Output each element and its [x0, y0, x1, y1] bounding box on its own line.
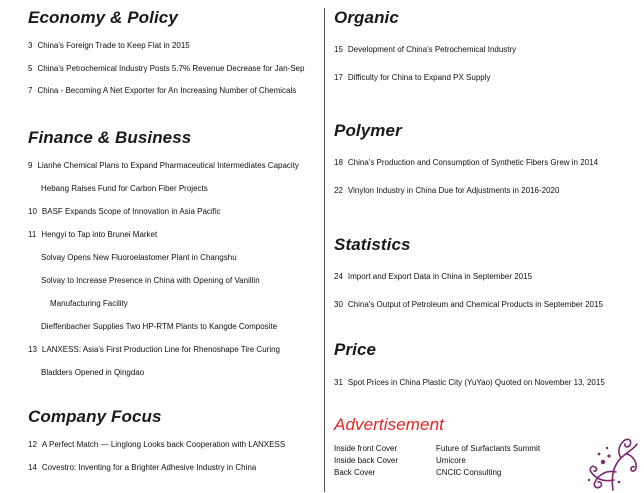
page-number: 18 [334, 158, 343, 167]
ad-position: Back Cover [334, 468, 376, 477]
toc-entry[interactable] [28, 230, 157, 240]
entry-title: Development of China's Petrochemical Industry [347, 45, 517, 54]
toc-entry[interactable] [334, 186, 559, 196]
entry-title: Hebang Raises Fund for Carbon Fiber Projects [41, 184, 208, 193]
entry-title: Lianhe Chemical Plans to Expand Pharmaceutical Intermediates Capacity [37, 161, 299, 170]
toc-entry[interactable] [28, 345, 280, 355]
page-number: 17 [334, 73, 343, 82]
ad-advertiser: CNCIC Consulting [436, 468, 502, 477]
toc-entry-continuation[interactable] [41, 368, 144, 378]
toc-entry[interactable] [334, 300, 603, 310]
section-title-company: Company Focus [28, 407, 162, 426]
entry-title: Covestro: Inventing for a Brighter Adhesive Industry in China [41, 463, 257, 472]
entry-title: Bladders Opened in Qingdao [41, 368, 145, 377]
section-title-finance: Finance & Business [28, 128, 192, 147]
page-number: 22 [334, 186, 343, 195]
entry-title: Manufacturing Facility [50, 299, 128, 308]
entry-title: Solvay to Increase Presence in China with Opening of Vanillin [41, 276, 260, 285]
entry-title: China - Becoming A Net Exporter for An Increasing Number of Chemicals [37, 86, 297, 95]
entry-title: LANXESS: Asia's First Production Line for Rhenoshape Tire Curing [41, 345, 280, 354]
toc-entry[interactable] [41, 322, 277, 332]
page-number: 13 [28, 345, 37, 354]
ad-position: Inside back Cover [334, 456, 399, 465]
entry-title: Difficulty for China to Expand PX Supply [347, 73, 491, 82]
section-title-polymer: Polymer [334, 121, 402, 140]
page-number: 14 [28, 463, 37, 472]
column-divider [324, 8, 325, 492]
entry-title: China's Petrochemical Industry Posts 5.7% Revenue Decrease for Jan-Sep [37, 64, 305, 73]
page-number: 24 [334, 272, 343, 281]
section-title-economy: Economy & Policy [28, 8, 178, 27]
ad-advertiser: Future of Surfactants Summit [436, 444, 541, 453]
entry-title: Import and Export Data in China in September 2015 [347, 272, 533, 281]
ad-position: Inside front Cover [334, 444, 398, 453]
toc-entry[interactable] [28, 440, 285, 450]
entry-title: Solvay Opens New Fluoroelastomer Plant in Changshu [41, 253, 237, 262]
entry-title: China's Output of Petroleum and Chemical Products in September 2015 [347, 300, 603, 309]
entry-title: Hengyi to Tap into Brunei Market [41, 230, 158, 239]
section-title-price: Price [334, 340, 377, 359]
entry-title: China's Production and Consumption of Synthetic Fibers Grew in 2014 [347, 158, 599, 167]
entry-title: A Perfect Match — Linglong Looks back Cooperation with LANXESS [41, 440, 286, 449]
page-number: 31 [334, 378, 343, 387]
toc-entry[interactable] [334, 378, 605, 388]
toc-entry[interactable] [28, 161, 299, 171]
page-number: 10 [28, 207, 37, 216]
section-title-advertisement: Advertisement [334, 415, 444, 434]
floral-flourish-icon [583, 432, 639, 492]
toc-entry[interactable] [28, 86, 296, 96]
toc-entry[interactable] [28, 207, 221, 217]
page-number: 12 [28, 440, 37, 449]
toc-entry[interactable] [334, 158, 598, 168]
toc-entry[interactable] [334, 45, 516, 55]
toc-entry[interactable] [41, 253, 237, 263]
toc-entry-continuation[interactable] [50, 299, 128, 309]
section-title-organic: Organic [334, 8, 399, 27]
page-number: 3 [28, 41, 33, 50]
toc-entry[interactable] [28, 41, 190, 51]
page-number: 15 [334, 45, 343, 54]
toc-entry[interactable] [41, 184, 208, 194]
page-number: 11 [28, 230, 37, 239]
ad-advertiser: Umicore [436, 456, 466, 465]
page-number: 30 [334, 300, 343, 309]
page-number: 5 [28, 64, 33, 73]
section-title-statistics: Statistics [334, 235, 411, 254]
entry-title: China's Foreign Trade to Keep Flat in 2015 [37, 41, 190, 50]
entry-title: Dieffenbacher Supplies Two HP-RTM Plants to Kangde Composite [41, 322, 278, 331]
page-number: 7 [28, 86, 33, 95]
toc-entry[interactable] [334, 272, 532, 282]
toc-entry[interactable] [28, 463, 256, 473]
entry-title: Spot Prices in China Plastic City (YuYao) Quoted on November 13, 2015 [347, 378, 605, 387]
entry-title: BASF Expands Scope of Innovation in Asia Pacific [41, 207, 221, 216]
page-number: 9 [28, 161, 33, 170]
toc-entry[interactable] [28, 64, 304, 74]
entry-title: Vinylon Industry in China Due for Adjustments in 2016-2020 [347, 186, 560, 195]
toc-entry[interactable] [41, 276, 260, 286]
toc-entry[interactable] [334, 73, 491, 83]
